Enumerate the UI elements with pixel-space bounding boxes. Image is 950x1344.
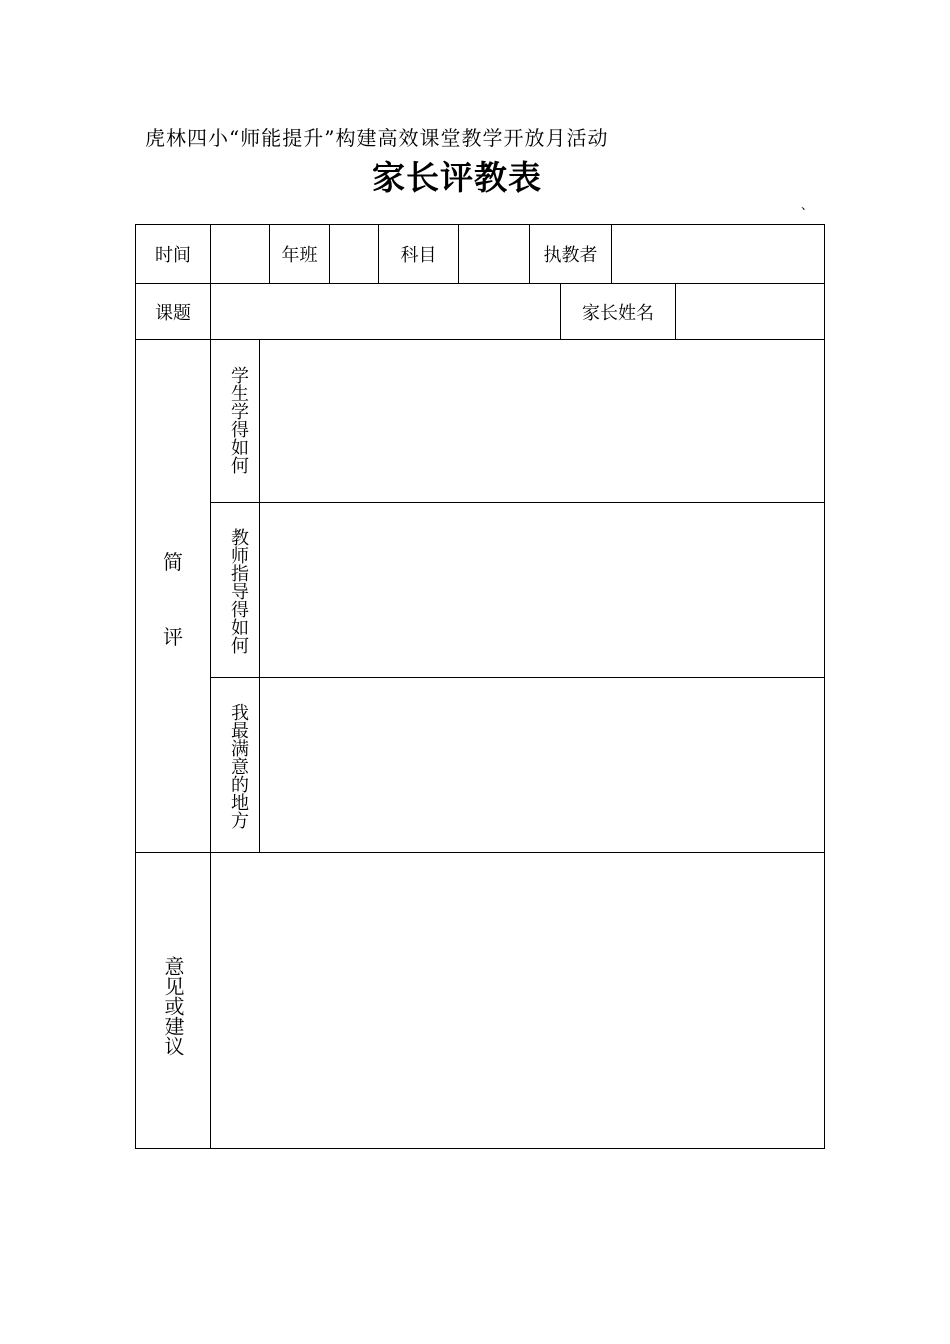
corner-mark: 、 xyxy=(801,198,814,212)
time-label: 时间 xyxy=(155,245,191,266)
topic-label-cell xyxy=(135,283,211,340)
review-item-3-label: 我最满意的地方 xyxy=(228,703,249,829)
time-value-cell[interactable] xyxy=(210,224,270,284)
page-title: 家长评教表 xyxy=(372,158,542,197)
subject-label-cell xyxy=(378,224,459,284)
teacher-label-cell xyxy=(529,224,612,284)
review-item-3-answer[interactable] xyxy=(259,677,825,853)
review-label-cell xyxy=(135,339,211,853)
review-item-2-label: 教师指导得如何 xyxy=(228,528,249,654)
teacher-label: 执教者 xyxy=(543,245,598,266)
topic-value-cell[interactable] xyxy=(210,283,561,340)
review-label-char-1: 简 xyxy=(163,550,183,574)
teacher-value-cell[interactable] xyxy=(611,224,825,284)
suggestion-answer[interactable] xyxy=(210,852,825,1149)
review-item-2-answer[interactable] xyxy=(259,502,825,678)
page-subtitle: 虎林四小“师能提升”构建高效课堂教学开放月活动 xyxy=(145,126,609,150)
parent-name-label: 家长姓名 xyxy=(582,302,654,324)
class-value-cell[interactable] xyxy=(329,224,379,284)
review-item-1-answer[interactable] xyxy=(259,339,825,503)
class-label-cell xyxy=(269,224,330,284)
parent-name-value-cell[interactable] xyxy=(675,283,825,340)
class-label: 年班 xyxy=(281,245,318,266)
subject-value-cell[interactable] xyxy=(458,224,530,284)
review-item-1-label: 学生学得如何 xyxy=(228,365,249,474)
topic-label: 课题 xyxy=(155,302,191,324)
parent-name-label-cell xyxy=(560,283,676,340)
time-label-cell xyxy=(135,224,211,284)
review-label-char-2: 评 xyxy=(163,625,183,649)
suggestion-label: 意见或建议 xyxy=(161,956,185,1056)
subject-label: 科目 xyxy=(400,245,437,266)
